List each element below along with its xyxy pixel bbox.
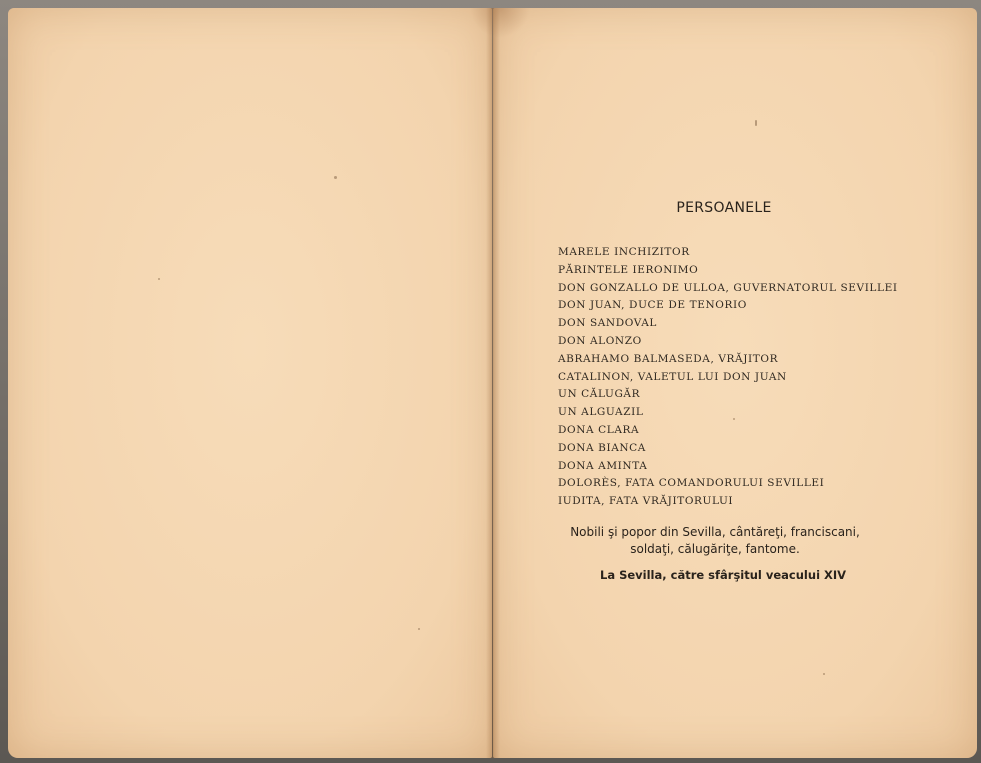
cast-item: DOLORÈS, FATA COMANDORULUI SEVILLEI (558, 477, 825, 490)
paper-speck (823, 673, 825, 675)
cast-item: ABRAHAMO BALMASEDA, VRĂJITOR (558, 352, 779, 365)
paper-speck (418, 628, 420, 630)
cast-item: PĂRINTELE IERONIMO (558, 263, 699, 276)
extras-note-line: soldaţi, călugăriţe, fantome. (630, 542, 800, 556)
cast-item: CATALINON, VALETUL LUI DON JUAN (558, 370, 787, 383)
page-tear (470, 8, 530, 38)
extras-note-line: Nobili şi popor din Sevilla, cântăreţi, franciscani, (570, 525, 860, 539)
cast-item: DONA BIANCA (558, 441, 646, 454)
cast-item: MARELE INCHIZITOR (558, 246, 690, 258)
cast-item: IUDITA, FATA VRĂJITORULUI (558, 495, 734, 508)
cast-item: UN ALGUAZIL (558, 406, 644, 419)
cast-list (558, 244, 898, 511)
cast-item: DON SANDOVAL (558, 317, 657, 330)
paper-speck (755, 120, 757, 126)
cast-item: DON GONZALLO DE ULLOA, GUVERNATORUL SEVILLEI (558, 281, 898, 294)
setting-line: La Sevilla, către sfârşitul veacului XIV (600, 568, 847, 582)
page-title: PERSOANELE (676, 200, 772, 216)
cast-item: DON JUAN, DUCE DE TENORIO (558, 299, 747, 312)
book-gutter (486, 8, 500, 758)
cast-item: DON ALONZO (558, 334, 642, 347)
cast-item: DONA AMINTA (558, 459, 648, 472)
paper-speck (334, 176, 337, 179)
cast-item: UN CĂLUGĂR (558, 388, 641, 401)
extras-note (560, 524, 870, 558)
paper-speck (158, 278, 160, 280)
left-page (8, 8, 492, 758)
cast-item: DONA CLARA (558, 423, 640, 436)
